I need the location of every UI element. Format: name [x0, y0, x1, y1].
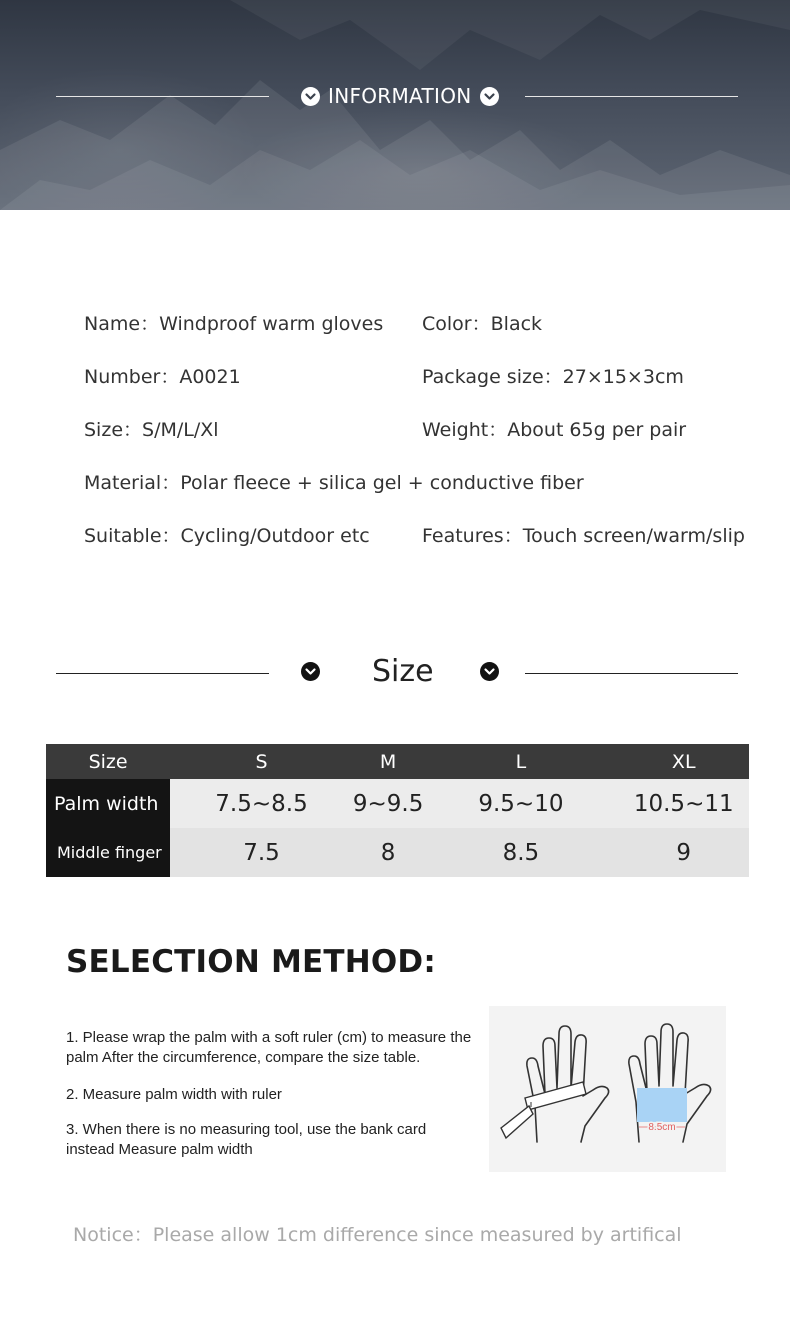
notice-text: Notice：Please allow 1cm difference since measured by artifical [73, 1224, 682, 1246]
table-cell: 8.5 [423, 828, 618, 877]
spec-features: Features：Touch screen/warm/slip [422, 525, 745, 547]
banner-divider-left [56, 96, 269, 97]
row-label-palm-width: Palm width [46, 779, 170, 828]
information-banner [0, 0, 790, 210]
size-table-header: L [423, 744, 618, 779]
banner-title: INFORMATION [328, 84, 472, 108]
size-table-header: M [353, 744, 423, 779]
size-table [46, 744, 749, 877]
size-table-header: Size [46, 744, 170, 779]
chevron-down-circle-icon [480, 662, 499, 681]
banner-heading [301, 84, 499, 108]
spec-number: Number：A0021 [84, 366, 241, 388]
hand-measure-icon [489, 1006, 726, 1172]
size-table-header: S [170, 744, 353, 779]
selection-step-2: 2. Measure palm width with ruler [66, 1086, 282, 1103]
table-row [46, 828, 749, 877]
spec-name: Name：Windproof warm gloves [84, 313, 384, 335]
row-label-middle-finger: Middle finger [46, 828, 170, 877]
selection-method-title: SELECTION METHOD: [66, 944, 436, 980]
spec-color: Color：Black [422, 313, 543, 335]
size-divider-right [525, 673, 738, 674]
size-table-header-row [46, 744, 749, 779]
table-cell: 10.5~11 [618, 779, 749, 828]
chevron-down-circle-icon [301, 87, 320, 106]
selection-step-3: 3. When there is no measuring tool, use the bank card instead Measure palm width [66, 1121, 427, 1158]
table-cell: 7.5 [170, 828, 353, 877]
table-cell: 9 [618, 828, 749, 877]
table-row [46, 779, 749, 828]
bank-card-icon [637, 1088, 687, 1122]
size-divider-left [56, 673, 269, 674]
table-cell: 9~9.5 [353, 779, 423, 828]
chevron-down-circle-icon [480, 87, 499, 106]
table-cell: 9.5~10 [423, 779, 618, 828]
spec-package-size: Package size：27×15×3cm [422, 366, 684, 388]
size-title: Size [372, 654, 434, 689]
banner-divider-right [525, 96, 738, 97]
table-cell: 7.5~8.5 [170, 779, 353, 828]
hand-measure-illustration [489, 1006, 726, 1172]
spec-weight: Weight：About 65g per pair [422, 419, 687, 441]
selection-step-1: 1. Please wrap the palm with a soft ruler (cm) to measure the palm After the circumference, compare the size table. [66, 1029, 472, 1066]
card-width-label: 8.5cm [648, 1122, 676, 1133]
table-cell: 8 [353, 828, 423, 877]
size-heading [301, 654, 499, 689]
chevron-down-circle-icon [301, 662, 320, 681]
spec-size: Size：S/M/L/Xl [84, 419, 219, 441]
size-table-header: XL [618, 744, 749, 779]
spec-material: Material：Polar fleece + silica gel + conductive fiber [84, 472, 584, 494]
spec-suitable: Suitable：Cycling/Outdoor etc [84, 525, 370, 547]
